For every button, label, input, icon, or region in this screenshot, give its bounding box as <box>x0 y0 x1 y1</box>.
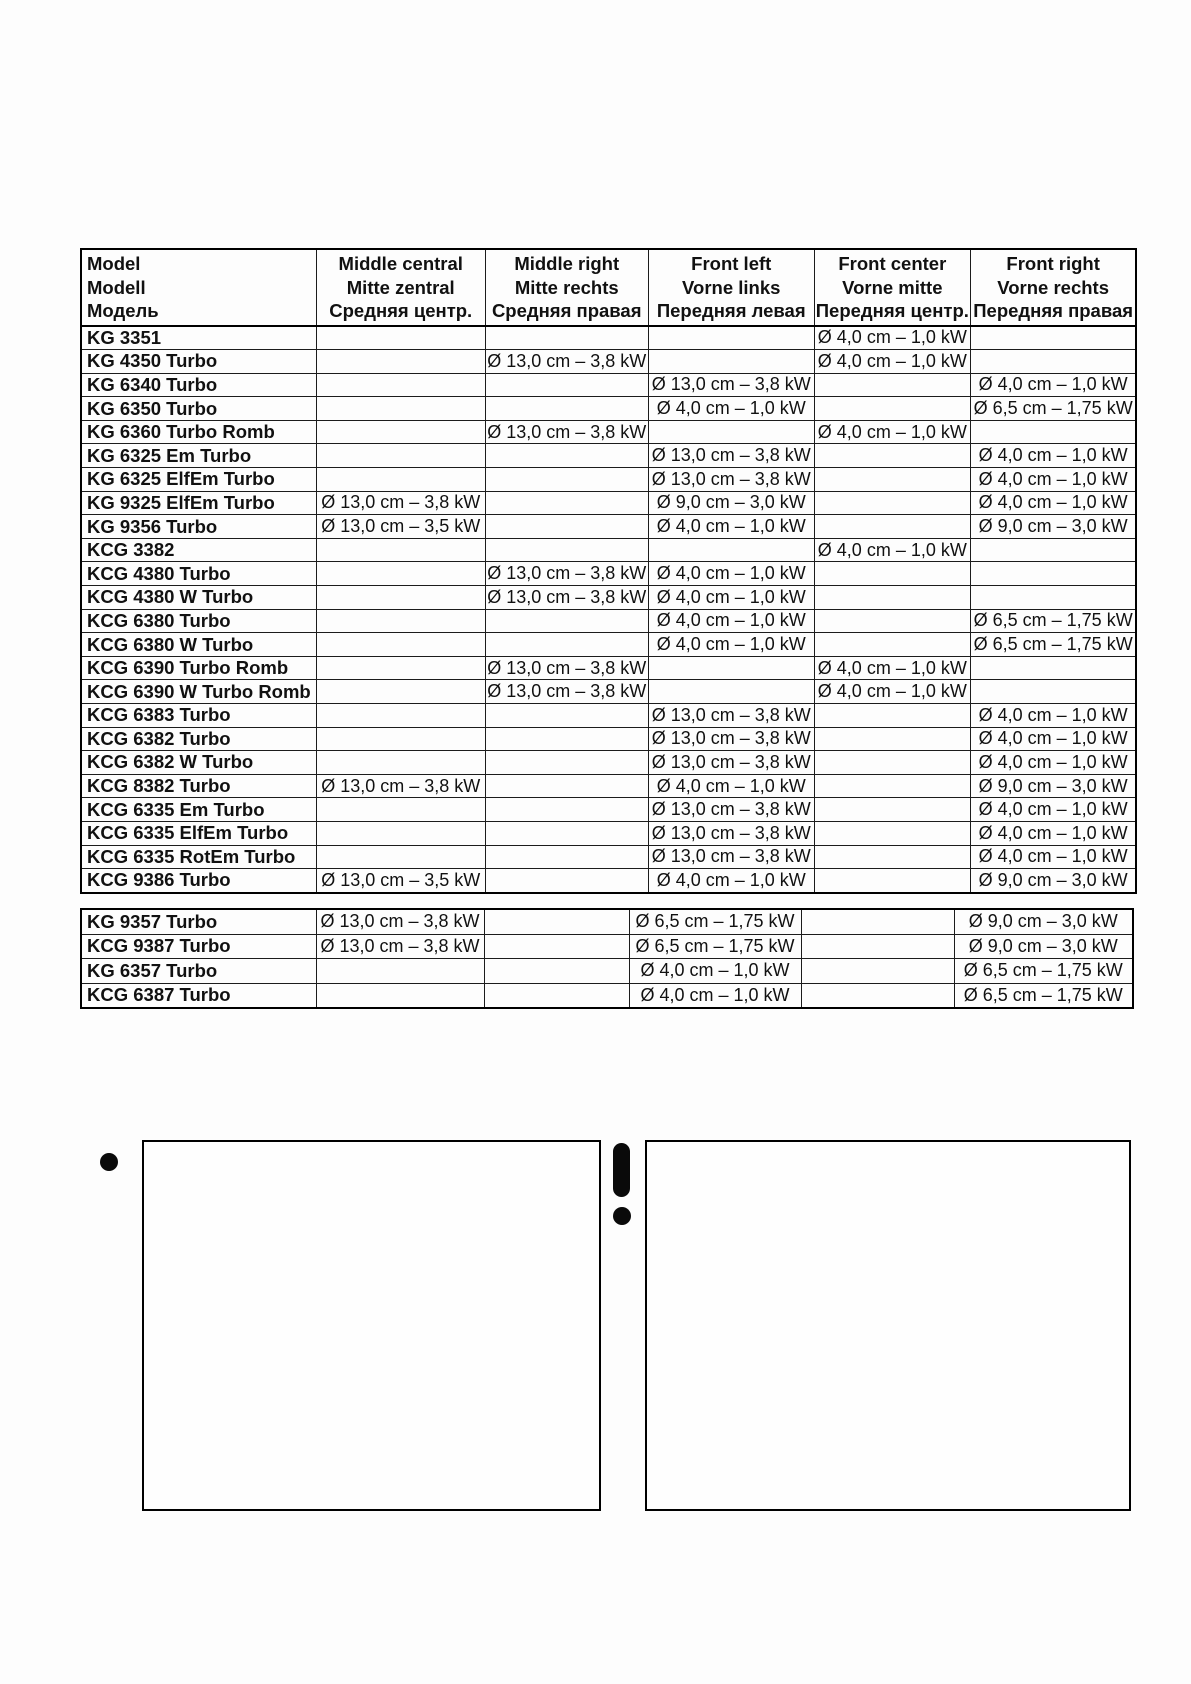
burner-value-cell <box>316 420 485 444</box>
table-row <box>81 656 1136 680</box>
table-body <box>81 326 1136 893</box>
burner-value-cell <box>814 491 970 515</box>
burner-value-cell <box>814 704 970 728</box>
table-row <box>81 515 1136 539</box>
burner-value-cell <box>814 397 970 421</box>
model-cell: KG 9356 Turbo <box>81 515 316 539</box>
burner-value-cell <box>485 515 648 539</box>
burner-value-cell <box>316 538 485 562</box>
table-row <box>81 420 1136 444</box>
burner-value-cell <box>970 538 1136 562</box>
burner-value-cell <box>970 326 1136 350</box>
burner-value-cell: Ø 6,5 cm – 1,75 kW <box>629 934 801 959</box>
burner-value-cell <box>814 562 970 586</box>
burner-value-cell <box>814 586 970 610</box>
burner-value-cell <box>316 562 485 586</box>
burner-value-cell: Ø 4,0 cm – 1,0 kW <box>814 538 970 562</box>
burner-value-cell: Ø 4,0 cm – 1,0 kW <box>648 562 814 586</box>
burner-value-cell: Ø 13,0 cm – 3,8 kW <box>485 562 648 586</box>
burner-value-cell: Ø 13,0 cm – 3,5 kW <box>316 869 485 893</box>
burner-value-cell: Ø 13,0 cm – 3,8 kW <box>648 798 814 822</box>
table-row <box>81 350 1136 374</box>
column-header-front_left: Front left Vorne links Передняя левая <box>648 249 814 326</box>
table-row <box>81 821 1136 845</box>
burner-value-cell <box>801 959 954 984</box>
table-row <box>81 751 1136 775</box>
column-header-front_center: Front center Vorne mitte Передняя центр. <box>814 249 970 326</box>
burner-value-cell <box>648 656 814 680</box>
burner-value-cell <box>484 934 629 959</box>
burner-value-cell <box>316 609 485 633</box>
burner-value-cell: Ø 13,0 cm – 3,8 kW <box>316 774 485 798</box>
burner-value-cell: Ø 13,0 cm – 3,8 kW <box>648 468 814 492</box>
burner-value-cell <box>485 751 648 775</box>
burner-value-cell: Ø 4,0 cm – 1,0 kW <box>970 751 1136 775</box>
burner-value-cell <box>814 633 970 657</box>
burner-value-cell <box>970 420 1136 444</box>
table-row <box>81 774 1136 798</box>
burner-value-cell <box>814 373 970 397</box>
burner-value-cell <box>970 680 1136 704</box>
burner-value-cell: Ø 4,0 cm – 1,0 kW <box>648 515 814 539</box>
burner-spec-table-main <box>80 248 1137 894</box>
burner-value-cell: Ø 13,0 cm – 3,8 kW <box>648 444 814 468</box>
burner-value-cell <box>485 798 648 822</box>
burner-value-cell <box>316 751 485 775</box>
burner-value-cell <box>648 350 814 374</box>
model-cell: KG 3351 <box>81 326 316 350</box>
burner-value-cell: Ø 6,5 cm – 1,75 kW <box>954 983 1133 1008</box>
burner-value-cell <box>485 774 648 798</box>
burner-value-cell <box>316 727 485 751</box>
burner-value-cell: Ø 6,5 cm – 1,75 kW <box>970 633 1136 657</box>
burner-value-cell <box>485 845 648 869</box>
burner-value-cell: Ø 13,0 cm – 3,8 kW <box>485 420 648 444</box>
burner-value-cell: Ø 4,0 cm – 1,0 kW <box>970 704 1136 728</box>
burner-value-cell: Ø 9,0 cm – 3,0 kW <box>954 909 1133 934</box>
burner-value-cell: Ø 13,0 cm – 3,8 kW <box>648 373 814 397</box>
burner-value-cell <box>970 586 1136 610</box>
model-cell: KG 6325 ElfEm Turbo <box>81 468 316 492</box>
burner-value-cell: Ø 9,0 cm – 3,0 kW <box>970 869 1136 893</box>
burner-value-cell: Ø 13,0 cm – 3,8 kW <box>316 909 484 934</box>
table-row <box>81 444 1136 468</box>
burner-value-cell: Ø 4,0 cm – 1,0 kW <box>648 633 814 657</box>
table-row <box>81 869 1136 893</box>
warning-box-left <box>142 1140 601 1511</box>
model-cell: KG 6325 Em Turbo <box>81 444 316 468</box>
burner-value-cell <box>814 727 970 751</box>
burner-value-cell <box>485 491 648 515</box>
burner-value-cell <box>814 751 970 775</box>
burner-value-cell: Ø 4,0 cm – 1,0 kW <box>648 609 814 633</box>
burner-value-cell <box>316 656 485 680</box>
burner-value-cell: Ø 4,0 cm – 1,0 kW <box>970 491 1136 515</box>
burner-value-cell: Ø 4,0 cm – 1,0 kW <box>814 656 970 680</box>
burner-value-cell <box>485 538 648 562</box>
burner-value-cell <box>814 774 970 798</box>
table-row <box>81 491 1136 515</box>
burner-value-cell <box>814 468 970 492</box>
column-header-front_right: Front right Vorne rechts Передняя правая <box>970 249 1136 326</box>
burner-value-cell: Ø 13,0 cm – 3,8 kW <box>316 934 484 959</box>
model-cell: KCG 6387 Turbo <box>81 983 316 1008</box>
table-row <box>81 538 1136 562</box>
burner-value-cell: Ø 6,5 cm – 1,75 kW <box>970 609 1136 633</box>
burner-value-cell: Ø 6,5 cm – 1,75 kW <box>970 397 1136 421</box>
burner-value-cell <box>648 326 814 350</box>
burner-value-cell <box>801 934 954 959</box>
model-cell: KCG 6390 Turbo Romb <box>81 656 316 680</box>
burner-value-cell <box>316 983 484 1008</box>
exclamation-bar <box>613 1143 630 1197</box>
burner-value-cell: Ø 6,5 cm – 1,75 kW <box>954 959 1133 984</box>
burner-value-cell <box>648 420 814 444</box>
table-row <box>81 586 1136 610</box>
burner-value-cell: Ø 13,0 cm – 3,8 kW <box>485 350 648 374</box>
table-row <box>81 373 1136 397</box>
burner-value-cell <box>648 538 814 562</box>
model-cell: KG 4350 Turbo <box>81 350 316 374</box>
exclamation-dot <box>613 1207 631 1225</box>
burner-value-cell <box>484 983 629 1008</box>
model-cell: KG 9325 ElfEm Turbo <box>81 491 316 515</box>
model-cell: KCG 9387 Turbo <box>81 934 316 959</box>
burner-value-cell <box>484 909 629 934</box>
model-cell: KCG 9386 Turbo <box>81 869 316 893</box>
exclamation-icon <box>613 1143 631 1225</box>
model-cell: KCG 6335 RotEm Turbo <box>81 845 316 869</box>
table-row <box>81 468 1136 492</box>
model-cell: KCG 6382 W Turbo <box>81 751 316 775</box>
burner-value-cell: Ø 4,0 cm – 1,0 kW <box>970 444 1136 468</box>
burner-value-cell <box>316 680 485 704</box>
burner-value-cell: Ø 13,0 cm – 3,8 kW <box>648 704 814 728</box>
burner-value-cell <box>485 397 648 421</box>
burner-value-cell <box>316 586 485 610</box>
burner-value-cell: Ø 4,0 cm – 1,0 kW <box>814 420 970 444</box>
model-cell: KCG 8382 Turbo <box>81 774 316 798</box>
burner-value-cell <box>316 633 485 657</box>
burner-value-cell: Ø 4,0 cm – 1,0 kW <box>970 845 1136 869</box>
burner-value-cell: Ø 13,0 cm – 3,8 kW <box>316 491 485 515</box>
burner-value-cell <box>801 909 954 934</box>
burner-value-cell <box>316 845 485 869</box>
model-cell: KG 6350 Turbo <box>81 397 316 421</box>
table-row <box>81 934 1133 959</box>
table-row <box>81 633 1136 657</box>
burner-value-cell: Ø 4,0 cm – 1,0 kW <box>814 326 970 350</box>
table-row <box>81 959 1133 984</box>
burner-value-cell: Ø 9,0 cm – 3,0 kW <box>970 774 1136 798</box>
model-cell: KCG 6390 W Turbo Romb <box>81 680 316 704</box>
table-row <box>81 798 1136 822</box>
table-row <box>81 727 1136 751</box>
burner-value-cell: Ø 4,0 cm – 1,0 kW <box>970 821 1136 845</box>
burner-value-cell <box>484 959 629 984</box>
burner-value-cell <box>814 515 970 539</box>
burner-value-cell <box>316 798 485 822</box>
model-cell: KCG 3382 <box>81 538 316 562</box>
column-header-middle_right: Middle right Mitte rechts Средняя правая <box>485 249 648 326</box>
table-row <box>81 983 1133 1008</box>
burner-value-cell: Ø 4,0 cm – 1,0 kW <box>814 680 970 704</box>
burner-value-cell <box>316 326 485 350</box>
table-row <box>81 609 1136 633</box>
burner-value-cell <box>485 468 648 492</box>
burner-value-cell: Ø 9,0 cm – 3,0 kW <box>970 515 1136 539</box>
model-cell: KCG 6335 Em Turbo <box>81 798 316 822</box>
burner-value-cell <box>316 350 485 374</box>
burner-value-cell <box>814 444 970 468</box>
burner-value-cell: Ø 4,0 cm – 1,0 kW <box>648 586 814 610</box>
model-cell: KCG 4380 Turbo <box>81 562 316 586</box>
burner-value-cell <box>485 727 648 751</box>
burner-value-cell: Ø 4,0 cm – 1,0 kW <box>970 727 1136 751</box>
burner-value-cell <box>970 562 1136 586</box>
burner-value-cell <box>485 633 648 657</box>
burner-value-cell: Ø 13,0 cm – 3,8 kW <box>485 656 648 680</box>
burner-value-cell: Ø 4,0 cm – 1,0 kW <box>970 798 1136 822</box>
burner-value-cell <box>814 821 970 845</box>
table-header <box>81 249 1136 326</box>
burner-value-cell: Ø 4,0 cm – 1,0 kW <box>629 983 801 1008</box>
burner-value-cell: Ø 13,0 cm – 3,8 kW <box>485 586 648 610</box>
table-row <box>81 562 1136 586</box>
burner-value-cell <box>316 959 484 984</box>
burner-value-cell <box>648 680 814 704</box>
burner-value-cell: Ø 13,0 cm – 3,8 kW <box>485 680 648 704</box>
burner-value-cell <box>316 704 485 728</box>
table-body-extra <box>81 909 1133 1008</box>
header-row <box>81 249 1136 326</box>
exclamation-dot <box>100 1153 118 1171</box>
burner-value-cell <box>485 609 648 633</box>
model-cell: KCG 6383 Turbo <box>81 704 316 728</box>
table-row <box>81 680 1136 704</box>
burner-value-cell <box>970 350 1136 374</box>
burner-value-cell <box>316 444 485 468</box>
burner-value-cell <box>316 397 485 421</box>
burner-value-cell: Ø 4,0 cm – 1,0 kW <box>648 869 814 893</box>
table-row <box>81 909 1133 934</box>
model-cell: KCG 6380 W Turbo <box>81 633 316 657</box>
burner-value-cell: Ø 4,0 cm – 1,0 kW <box>648 774 814 798</box>
burner-value-cell <box>801 983 954 1008</box>
burner-value-cell: Ø 4,0 cm – 1,0 kW <box>970 468 1136 492</box>
table-row <box>81 845 1136 869</box>
table-row <box>81 397 1136 421</box>
model-cell: KG 9357 Turbo <box>81 909 316 934</box>
burner-value-cell <box>485 444 648 468</box>
burner-value-cell: Ø 4,0 cm – 1,0 kW <box>629 959 801 984</box>
burner-value-cell <box>316 468 485 492</box>
burner-value-cell: Ø 13,0 cm – 3,8 kW <box>648 821 814 845</box>
burner-value-cell <box>485 373 648 397</box>
burner-value-cell <box>485 869 648 893</box>
burner-value-cell: Ø 13,0 cm – 3,5 kW <box>316 515 485 539</box>
burner-value-cell <box>316 821 485 845</box>
burner-value-cell <box>814 869 970 893</box>
burner-value-cell <box>814 798 970 822</box>
burner-value-cell: Ø 6,5 cm – 1,75 kW <box>629 909 801 934</box>
burner-value-cell <box>970 656 1136 680</box>
model-cell: KG 6360 Turbo Romb <box>81 420 316 444</box>
burner-value-cell <box>316 373 485 397</box>
burner-value-cell <box>485 821 648 845</box>
burner-value-cell: Ø 4,0 cm – 1,0 kW <box>814 350 970 374</box>
column-header-model: Model Modell Модель <box>81 249 316 326</box>
warning-box-right <box>645 1140 1131 1511</box>
burner-value-cell: Ø 9,0 cm – 3,0 kW <box>954 934 1133 959</box>
burner-value-cell: Ø 4,0 cm – 1,0 kW <box>970 373 1136 397</box>
model-cell: KCG 6380 Turbo <box>81 609 316 633</box>
model-cell: KG 6357 Turbo <box>81 959 316 984</box>
model-cell: KCG 6335 ElfEm Turbo <box>81 821 316 845</box>
burner-value-cell: Ø 13,0 cm – 3,8 kW <box>648 727 814 751</box>
burner-value-cell: Ø 13,0 cm – 3,8 kW <box>648 751 814 775</box>
exclamation-icon <box>100 1143 118 1171</box>
model-cell: KCG 4380 W Turbo <box>81 586 316 610</box>
table-row <box>81 704 1136 728</box>
burner-value-cell: Ø 4,0 cm – 1,0 kW <box>648 397 814 421</box>
model-cell: KG 6340 Turbo <box>81 373 316 397</box>
column-header-middle_central: Middle central Mitte zentral Средняя центр. <box>316 249 485 326</box>
burner-value-cell: Ø 9,0 cm – 3,0 kW <box>648 491 814 515</box>
burner-value-cell <box>814 609 970 633</box>
burner-value-cell <box>814 845 970 869</box>
burner-value-cell <box>485 326 648 350</box>
burner-value-cell: Ø 13,0 cm – 3,8 kW <box>648 845 814 869</box>
table-row <box>81 326 1136 350</box>
burner-spec-table-extra <box>80 908 1134 1009</box>
burner-value-cell <box>485 704 648 728</box>
model-cell: KCG 6382 Turbo <box>81 727 316 751</box>
